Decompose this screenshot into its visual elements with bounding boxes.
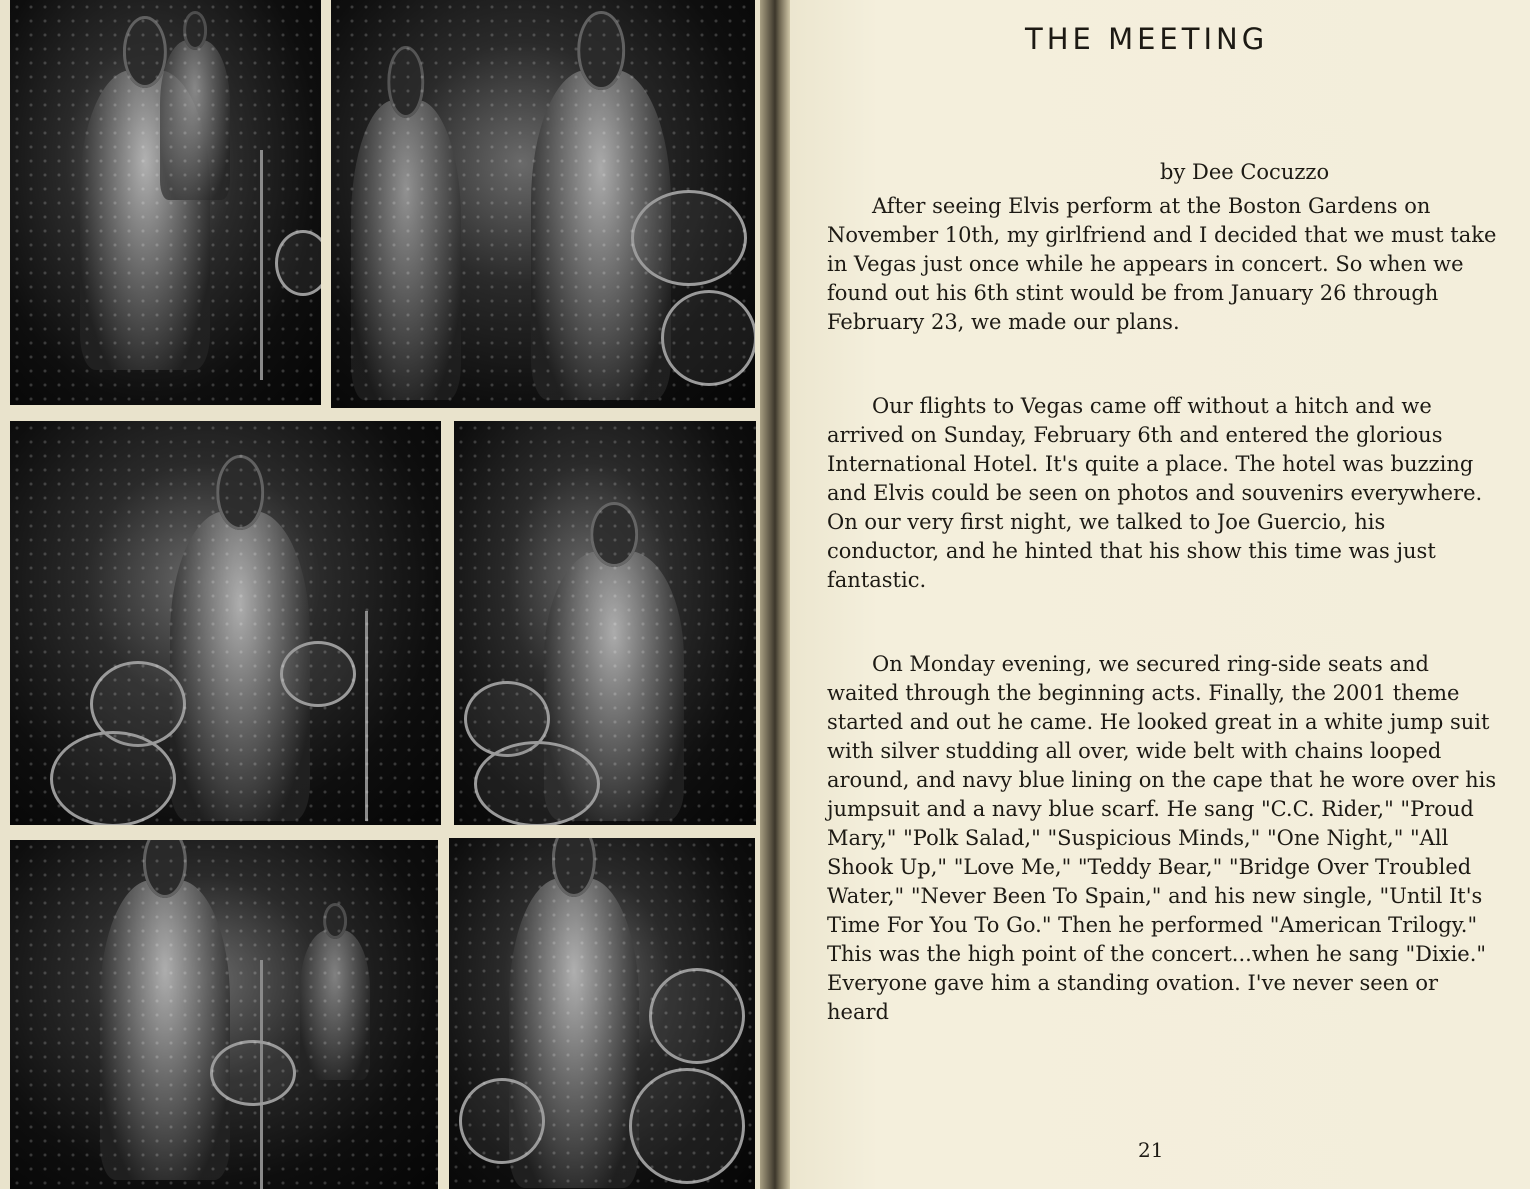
article-title: THE MEETING: [1025, 22, 1269, 56]
paragraph-2: Our flights to Vegas came off without a hitch and we arrived on Sunday, February 6th and entered the glorious International Hotel. It's quite a place. The hotel was buzzing and Elvis could be seen on photos and souvenirs everywhere. On our very first night, we talked to Joe Guercio, his conductor, and he hinted that his show this time was just fantastic.: [827, 394, 1483, 592]
concert-photo-1: [10, 0, 321, 405]
paragraph-1: After seeing Elvis perform at the Boston Gardens on November 10th, my girlfriend and I decided that we must take in Vegas just once while he appears in concert. So when we found out his 6th stint would be from January 26 through February 23, we made our plans.: [827, 194, 1497, 334]
concert-photo-6: [449, 838, 755, 1189]
concert-photo-2: [331, 0, 755, 408]
concert-photo-5: [10, 840, 438, 1189]
text-page: [790, 0, 1530, 1189]
book-gutter: [760, 0, 790, 1189]
page-number: 21: [1138, 1138, 1164, 1162]
paragraph-3: On Monday evening, we secured ring-side seats and waited through the beginning acts. Finally, the 2001 theme started and out he came. He looked great in a white jump suit with silver studding all over, wide belt with chains looped around, and navy blue lining on the cape that he wore over his jumpsuit and a navy blue scarf. He sang "C.C. Rider," "Proud Mary," "Polk Salad," "Suspicious Minds," "One Night," "All Shook Up," "Love Me," "Teddy Bear," "Bridge Over Troubled Water," "Never Been To Spain," and his new single, "Until It's Time For You To Go." Then he performed "American Trilogy." This was the high point of the concert...when he sang "Dixie." Everyone gave him a standing ovation. I've never seen or heard: [827, 652, 1497, 1024]
concert-photo-4: [454, 421, 756, 825]
author-byline: by Dee Cocuzzo: [1160, 160, 1330, 184]
concert-photo-3: [10, 421, 441, 825]
